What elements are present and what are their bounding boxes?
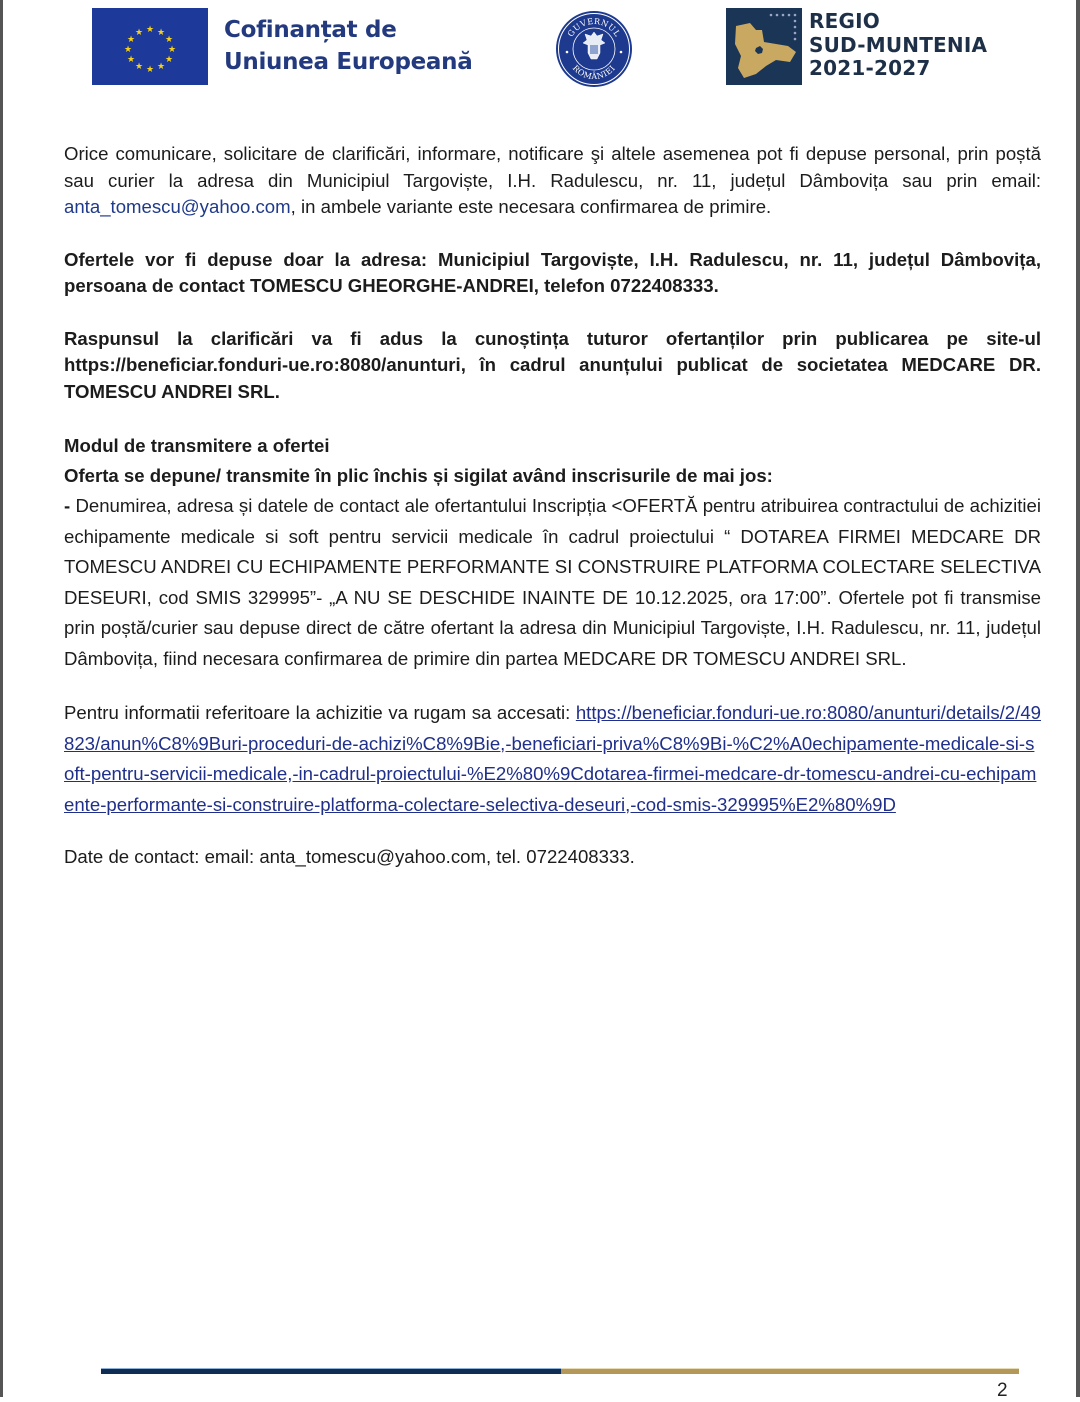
regio-label-line1: REGIO	[809, 9, 880, 33]
eu-label-line1: Cofinanțat de	[224, 17, 397, 43]
svg-text:★: ★	[156, 62, 166, 72]
svg-text:★: ★	[134, 62, 144, 72]
svg-text:★: ★	[145, 65, 155, 75]
eu-flag-icon	[92, 8, 208, 85]
eu-label-line2: Uniunea Europeană	[224, 49, 473, 75]
communication-text: Orice comunicare, solicitare de clarificări, informare, notificare şi altele asemenea pot fi depuse personal, prin poștă sau curier la adresa din Municipiul Targoviște, I.H. Radulescu, nr. 11, județul Dâmbovița sau prin email:	[64, 143, 1041, 191]
svg-text:★: ★	[126, 35, 136, 45]
page-number: 2	[997, 1380, 1008, 1401]
contact-details: Date de contact: email: anta_tomescu@yahoo.com, tel. 0722408333.	[64, 846, 635, 867]
footer-divider	[101, 1368, 1019, 1374]
footer-divider-navy	[101, 1368, 561, 1374]
regio-label-line2: SUD-MUNTENIA	[809, 32, 988, 57]
regio-label	[809, 10, 987, 81]
document-header	[0, 0, 1080, 100]
document-body	[64, 141, 1041, 870]
offer-envelope-paragraph	[64, 491, 1041, 674]
list-dash: -	[64, 495, 71, 516]
regio-map-icon	[726, 8, 802, 85]
regio-label-line3: 2021-2027	[809, 56, 931, 80]
section-subheading: Oferta se depune/ transmite în plic închis și sigilat având inscrisurile de mai jos:	[64, 465, 773, 486]
footer-divider-gold	[561, 1368, 1019, 1374]
svg-text:★: ★	[145, 25, 155, 35]
svg-text:★: ★	[167, 45, 177, 55]
offer-envelope-text: Denumirea, adresa și datele de contact ale ofertantului Inscripția <OFERTĂ pentru atribuirea contractului de achizitiei echipamente medicale si soft pentru servicii medicale în cadrul proiectului “ DOTAREA FIRMEI MEDCARE DR TOMESCU ANDREI CU ECHIPAMENTE PERFORMANTE SI CONSTRUIRE PLATFORMA COLECTARE SELECTIVA DESEURI, cod SMIS 329995”- „A NU SE DESCHIDE INAINTE DE 10.12.2025, ora 17:00”. Ofertele pot fi transmise prin poștă/curier sau depuse direct de către ofertant la adresa din Municipiul Targoviște, I.H. Radulescu, nr. 11, județul Dâmbovița, fiind necesara confirmarea de primire din partea MEDCARE DR TOMESCU ANDREI SRL.	[64, 495, 1041, 669]
svg-text:★: ★	[156, 28, 166, 38]
page-edge-left	[0, 0, 3, 1397]
info-paragraph	[64, 698, 1041, 820]
svg-text:★: ★	[134, 28, 144, 38]
svg-text:★: ★	[164, 55, 174, 65]
guvernul-romaniei-seal-icon	[555, 10, 633, 88]
eu-cofinancing-label	[224, 14, 472, 78]
email-link[interactable]: anta_tomescu@yahoo.com	[64, 196, 291, 217]
announcement-url-link[interactable]: https://beneficiar.fonduri-ue.ro:8080/anunturi/details/2/49823/anun%C8%9Buri-proceduri-de-achizi%C8%9Bie,-beneficiari-priva%C8%9Bi-%C2%A0echipamente-medicale-si-soft-pentru-servicii-medicale,-in-cadrul-proiectului-%E2%80%9Cdotarea-firmei-medcare-dr-tomescu-andrei-cu-echipamente-performante-si-construire-platforma-colectare-selectiva-deseuri,-cod-smis-329995%E2%80%9D	[64, 702, 1041, 815]
svg-text:★: ★	[123, 45, 133, 55]
svg-text:★: ★	[126, 55, 136, 65]
communication-paragraph	[64, 141, 1041, 221]
svg-text:GUVERNUL: GUVERNUL	[566, 16, 623, 39]
svg-text:ROMÂNIEI: ROMÂNIEI	[570, 63, 618, 82]
svg-text:★: ★	[164, 35, 174, 45]
section-heading: Modul de transmitere a ofertei	[64, 435, 330, 456]
page-edge-right	[1076, 0, 1080, 1397]
offer-address-paragraph: Ofertele vor fi depuse doar la adresa: Municipiul Targoviște, I.H. Radulescu, nr. 11, județul Dâmbovița, persoana de contact TOMESCU GHEORGHE-ANDREI, telefon 0722408333.	[64, 248, 1041, 296]
info-text: Pentru informatii referitoare la achizitie va rugam sa accesati:	[64, 702, 576, 723]
communication-text-end: , in ambele variante este necesara confirmarea de primire.	[290, 196, 772, 217]
clarifications-paragraph: Raspunsul la clarificări va fi adus la cunoștința tuturor ofertanților prin publicarea pe site-ul https://beneficiar.fonduri-ue.ro:8080/anunturi, în cadrul anunțului publicat de societatea MEDCARE DR. TOMESCU ANDREI SRL.	[64, 327, 1041, 402]
